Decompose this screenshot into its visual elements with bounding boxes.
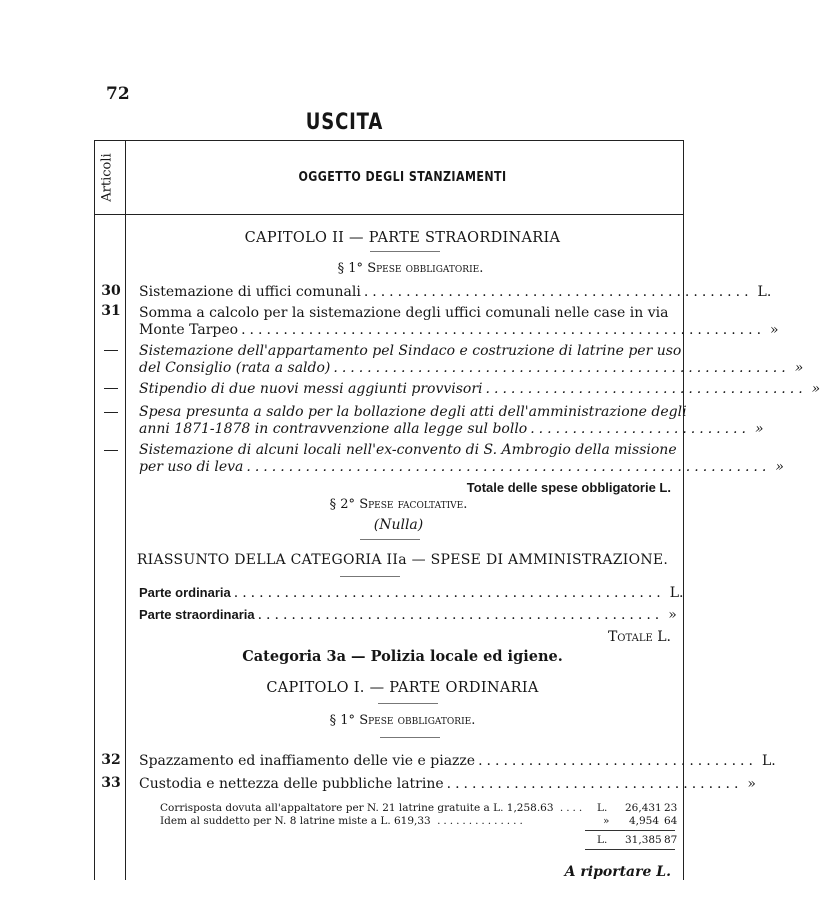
column-header: OGGETTO DEGLI STANZIAMENTI	[298, 170, 507, 185]
left-border	[94, 140, 95, 880]
capitolo-1-title: CAPITOLO I. — PARTE ORDINARIA	[266, 680, 539, 696]
rule	[370, 251, 440, 252]
section-2-title: § 2° Spese facoltative.	[329, 497, 468, 512]
list-item: Stipendio di due nuovi messi aggiunti provvisori ...................................... »	[139, 381, 820, 397]
list-item: Monte Tarpeo .............................................................. »	[139, 322, 779, 338]
header-top-rule	[94, 140, 684, 141]
list-item: per uso di leva .............................................................. »	[139, 459, 784, 475]
riassunto-row: Parte straordinaria ................................................ »	[139, 607, 677, 623]
carry-forward: A riportare L.	[564, 864, 671, 880]
list-item: del Consiglio (rata a saldo) ...................................................... »	[139, 360, 804, 376]
riassunto-row: Parte ordinaria ................................................... L.	[139, 585, 684, 601]
page-heading: USCITA	[305, 110, 384, 135]
detail-total-rule	[585, 849, 675, 850]
right-border	[683, 140, 684, 880]
section-1-title: § 1° Spese obbligatorie.	[337, 261, 484, 276]
cat3-section-title: § 1° Spese obbligatorie.	[329, 713, 476, 728]
list-item-line: Sistemazione dell'appartamento pel Sindaco e costruzione di latrine per uso	[139, 343, 682, 359]
detail-row: Idem al suddetto per N. 8 latrine miste a L. 619,33 .............. » 4,954 64	[160, 815, 678, 827]
list-item: Spazzamento ed inaffiamento delle vie e piazze ................................. L.	[139, 753, 776, 769]
articoli-column-label: Articoli	[99, 152, 115, 202]
rule	[340, 576, 400, 577]
detail-sum-rule	[585, 830, 675, 831]
list-item: anni 1871-1878 in contravvenzione alla legge sul bollo .......................... »	[139, 421, 764, 437]
detail-row: Corrisposta dovuta all'appaltatore per N. 21 latrine gratuite a L. 1,258.63 .... L. 26,431 23	[160, 802, 678, 814]
article-number: 32	[101, 752, 121, 768]
list-item-line: Sistemazione di alcuni locali nell'ex-convento di S. Ambrogio della missione	[139, 442, 677, 458]
riassunto-totale: Totale L.	[607, 629, 671, 645]
article-number: 31	[101, 303, 121, 319]
list-item: Custodia e nettezza delle pubbliche latrine ................................... »	[139, 776, 756, 792]
article-dash	[104, 450, 118, 451]
total-obbligatorie: Totale delle spese obbligatorie L.	[466, 480, 671, 495]
list-item-line: Somma a calcolo per la sistemazione degli uffici comunali nelle case in via	[139, 305, 669, 321]
riassunto-title: RIASSUNTO DELLA CATEGORIA IIa — SPESE DI AMMINISTRAZIONE.	[136, 552, 669, 568]
capitolo-2-title: CAPITOLO II — PARTE STRAORDINARIA	[244, 230, 561, 246]
categoria-3-title: Categoria 3a — Polizia locale ed igiene.	[242, 648, 563, 665]
article-number: 30	[101, 283, 121, 299]
rule	[360, 539, 420, 540]
header-bottom-rule	[94, 214, 684, 215]
list-item: Sistemazione di uffici comunali .............................................. L.	[139, 284, 772, 300]
rule	[380, 737, 440, 738]
article-dash	[104, 350, 118, 351]
article-dash	[104, 388, 118, 389]
section-2-note: (Nulla)	[373, 517, 424, 533]
rule	[378, 703, 438, 704]
article-dash	[104, 412, 118, 413]
list-item-line: Spesa presunta a saldo per la bollazione degli atti dell'amministrazione degli	[139, 404, 687, 420]
article-number: 33	[101, 775, 121, 791]
page-number: 72	[106, 84, 130, 104]
